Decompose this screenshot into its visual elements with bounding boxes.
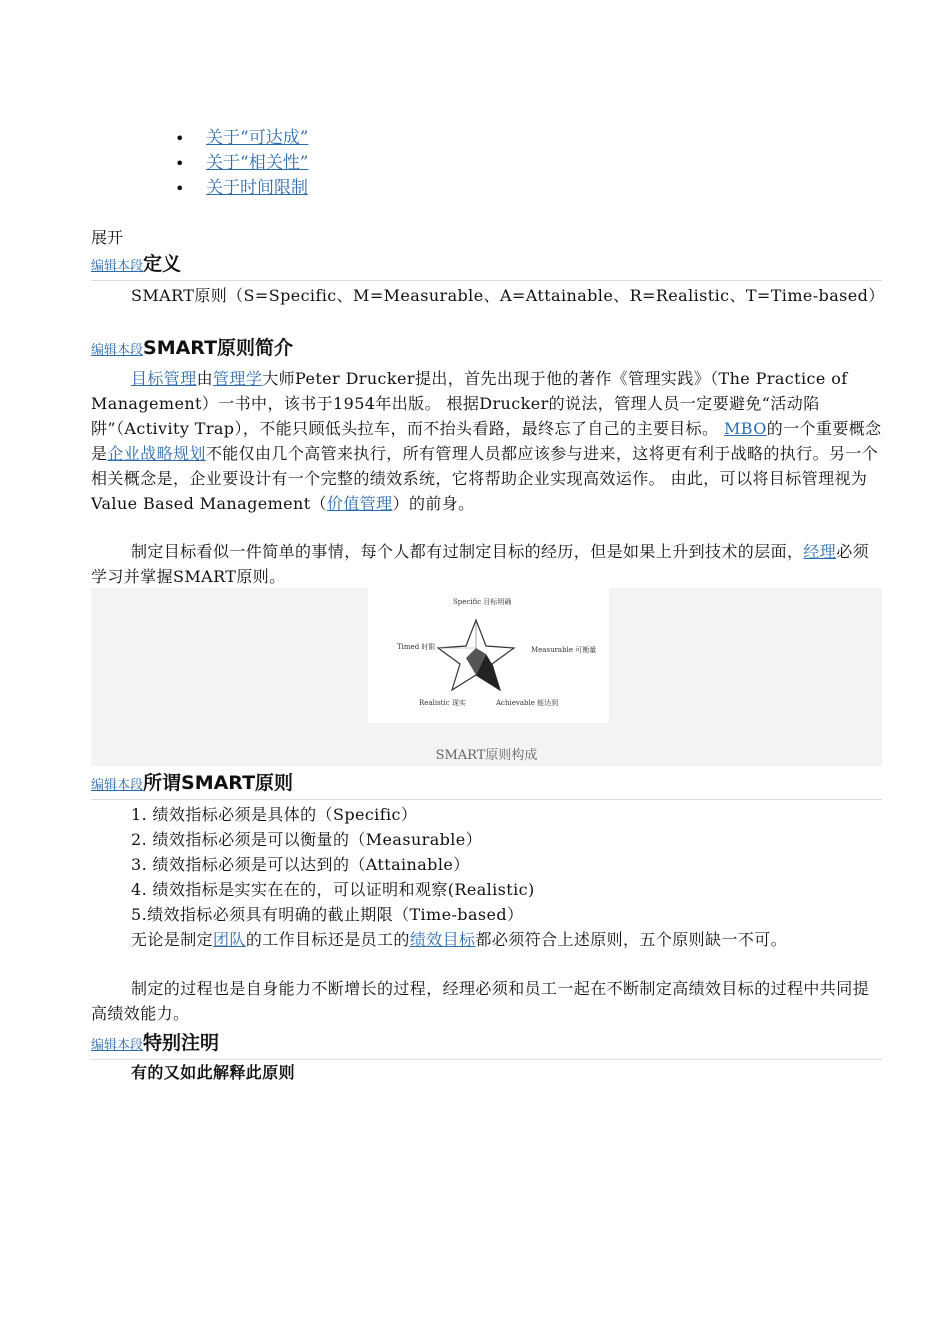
note-text: 有的又如此解释此原则 — [131, 1063, 296, 1082]
section-heading-rules — [91, 768, 882, 800]
section-title: 所谓SMART原则 — [143, 772, 294, 794]
intro-paragraph-2 — [91, 539, 882, 589]
toc-item[interactable] — [91, 126, 308, 151]
list-item: 5.绩效指标必须具有明确的截止期限（Time-based） — [131, 905, 524, 924]
list-item: 4. 绩效指标是实实在在的，可以证明和观察(Realistic) — [131, 880, 535, 899]
rules-list — [91, 802, 535, 927]
link-strategy-planning[interactable]: 企业战略规划 — [107, 444, 206, 463]
text-run: 大师Peter Drucker提出，首先出现于他的著作《管理实践》（The Practice of Management）一书中，该书于1954年出版。 根据Drucker的说法，管理人员一定要避免“活动陷阱”（Activity Trap），不能只顾低头拉车，而不抬头看路，最终忘了自己的主要目标。 — [91, 369, 848, 438]
intro-paragraph-1 — [91, 366, 882, 516]
link-performance-goal[interactable]: 绩效目标 — [409, 930, 476, 949]
smart-star-image[interactable] — [368, 588, 609, 723]
label-realistic: Realistic 现实 — [419, 699, 466, 707]
text-run: ）的前身。 — [392, 494, 475, 513]
text-run: 不能仅由几个高管来执行，所有管理人员都应该参与进来，这将更有利于战略的执行。另一个相关概念是，企业要设计有一个完整的绩效系统，它将帮助企业实现高效运作。 由此，可以将目标管理视为Value Based Management（ — [91, 444, 879, 513]
section-heading-intro — [91, 333, 882, 364]
label-measurable: Measurable 可衡量 — [531, 646, 597, 654]
text-run: 的一个重要概念是 — [91, 419, 882, 463]
definition-text: SMART原则（S=Specific、M=Measurable、A=Attainable、R=Realistic、T=Time-based） — [131, 286, 885, 305]
label-timed: Timed 时限 — [397, 643, 436, 651]
toc-item[interactable] — [91, 176, 308, 201]
link-mbo[interactable]: MBO — [723, 419, 767, 438]
toc-link-relevant[interactable]: 关于“相关性” — [206, 153, 309, 173]
figure-caption: SMART原则构成 — [435, 748, 538, 763]
edit-section-link[interactable]: 编辑本段 — [91, 259, 144, 274]
section-heading-definition — [91, 249, 882, 281]
label-achievable: Achievable 能达到 — [496, 699, 559, 707]
smart-figure — [91, 588, 882, 766]
edit-section-link[interactable]: 编辑本段 — [91, 343, 144, 358]
section-title: SMART原则简介 — [143, 337, 294, 359]
toc-item[interactable] — [91, 151, 308, 176]
label-specific: Specific 目标明确 — [453, 598, 512, 606]
expand-toggle[interactable]: 展开 — [91, 228, 124, 247]
section-title: 特别注明 — [143, 1032, 220, 1054]
link-value-management[interactable]: 价值管理 — [326, 494, 393, 513]
text-run: 无论是制定 — [131, 930, 214, 949]
text-run: 必须学习并掌握SMART原则。 — [91, 542, 870, 586]
link-manager[interactable]: 经理 — [803, 542, 837, 561]
star-diagram-icon — [368, 588, 609, 723]
link-management-science[interactable]: 管理学 — [213, 369, 263, 388]
text-run: 制定目标看似一件简单的事情，每个人都有过制定目标的经历，但是如果上升到技术的层面， — [131, 542, 804, 561]
edit-section-link[interactable]: 编辑本段 — [91, 778, 144, 793]
section-heading-note — [91, 1028, 882, 1060]
rules-paragraph-1 — [91, 927, 882, 952]
section-title: 定义 — [143, 253, 182, 275]
text-run: 都必须符合上述原则，五个原则缺一不可。 — [475, 930, 788, 949]
toc-link-attainable[interactable]: 关于“可达成” — [206, 128, 309, 148]
toc-link-time[interactable]: 关于时间限制 — [206, 178, 308, 198]
rules-paragraph-2: 制定的过程也是自身能力不断增长的过程，经理必须和员工一起在不断制定高绩效目标的过程中共同提高绩效能力。 — [91, 979, 870, 1023]
text-run: 的工作目标还是员工的 — [245, 930, 410, 949]
list-item: 1. 绩效指标必须是具体的（Specific） — [131, 805, 418, 824]
list-item: 3. 绩效指标必须是可以达到的（Attainable） — [131, 855, 470, 874]
edit-section-link[interactable]: 编辑本段 — [91, 1038, 144, 1053]
list-item: 2. 绩效指标必须是可以衡量的（Measurable） — [131, 830, 483, 849]
link-team[interactable]: 团队 — [213, 930, 246, 949]
text-run: 由 — [196, 369, 214, 388]
link-mbo-management[interactable]: 目标管理 — [131, 369, 197, 388]
table-of-contents — [91, 126, 308, 201]
